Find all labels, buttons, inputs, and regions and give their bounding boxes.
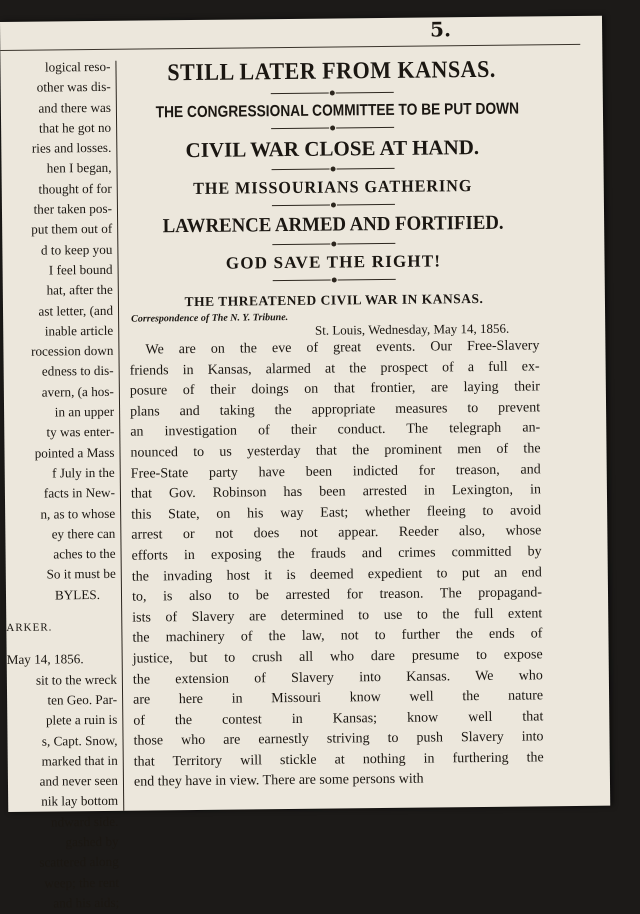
left-column-line: marked that in — [41, 752, 118, 769]
left-column-line: that he got no — [38, 119, 112, 136]
left-column-line: scattered along — [39, 854, 119, 870]
article-body-line: posure of their doings on that frontier, are laying their — [129, 379, 540, 399]
left-column-line: inable article — [44, 322, 114, 339]
top-rule — [0, 44, 580, 51]
left-column-line: and never seen — [39, 772, 119, 789]
article-body-line: ists of Slavery are determined to use to the full extent — [132, 606, 543, 626]
article-body-line: that Gov. Robinson has been arrested in Lexington, in — [130, 482, 542, 502]
left-column-line: facts in New- — [43, 485, 116, 501]
left-column-line: n, as to whose — [40, 505, 116, 522]
correspondence-line: Correspondence of The N. Y. Tribune. — [131, 311, 289, 325]
left-column-line: ast letter, (and — [38, 302, 114, 319]
article-body-line: friends in Kansas, alarmed at the prospect of a full ex- — [129, 358, 540, 379]
left-column-line: in an upper — [54, 403, 115, 420]
left-column-line: I feel bound — [48, 261, 113, 278]
left-column-line: plete a ruin is — [45, 712, 118, 728]
left-column-line: ey there can — [51, 525, 116, 542]
left-column-line: pointed a Mass — [34, 444, 115, 461]
article-body-line: the machinery of the law, not to further the ends of — [132, 626, 543, 646]
article-body — [129, 336, 544, 793]
left-column-line: hen I began, — [46, 160, 112, 177]
headline-deck-1: THE CONGRESSIONAL COMMITTEE TO BE PUT DOWN — [155, 100, 520, 122]
left-column-line: f July in the — [52, 464, 115, 481]
left-column-line: hat, after the — [46, 282, 113, 298]
left-column-line: d to keep you — [40, 241, 113, 258]
left-column-line: rocession down — [30, 342, 114, 359]
article-body-line: Free-State party have been indicted for treason, and — [130, 461, 541, 482]
newspaper-page — [0, 16, 610, 911]
left-column-line: logical reso- — [44, 58, 111, 75]
article-body-line: the extension of Slavery into Kansas. We who — [132, 667, 543, 688]
left-column-line: nik lay bottom — [41, 793, 119, 810]
left-column-line: edness to dis- — [41, 363, 114, 380]
article-subhead: THE THREATENED CIVIL WAR IN KANSAS. — [184, 290, 484, 310]
left-column-line: weep; the rent — [44, 874, 120, 891]
left-column-line: and there was — [38, 99, 111, 116]
left-column-line: ten Geo. Par- — [47, 691, 118, 708]
left-column-line: So it must be — [46, 566, 116, 582]
main-article — [126, 56, 544, 793]
left-column-line: aches to the — [53, 545, 116, 562]
article-body-line: end they have in view. There are some persons with — [133, 772, 424, 791]
headline-deck-2: CIVIL WAR CLOSE AT HAND. — [185, 134, 480, 163]
left-column-line: thought of for — [38, 180, 112, 197]
left-column-line: avern, (a hos- — [41, 383, 114, 400]
left-column-line: ARKER. — [6, 621, 53, 634]
left-column — [0, 57, 120, 911]
left-column-line: ther taken pos- — [33, 200, 113, 217]
headline-main: STILL LATER FROM KANSAS. — [167, 56, 496, 87]
article-body-line: We are on the eve of great events. Our Free-Slavery — [145, 338, 540, 358]
article-body-line: the invading host it is deemed expedient to put an end — [131, 564, 542, 585]
dateline: St. Louis, Wednesday, May 14, 1856. — [314, 320, 510, 338]
left-column-line: sit to the wreck — [35, 671, 117, 688]
article-body-line: justice, but to crush all who dare presume to expose — [132, 647, 543, 667]
left-column-line: BYLES. — [54, 586, 101, 603]
article-body-line: plans and taking the appropriate measures to prevent — [130, 400, 541, 420]
left-column-line: other was dis- — [36, 79, 111, 95]
headline-deck-3: THE MISSOURIANS GATHERING — [193, 176, 473, 198]
headline-deck-4: LAWRENCE ARMED AND FORTIFIED. — [162, 211, 504, 238]
article-body-line: efforts in exposing the frauds and crimes committed by — [131, 544, 542, 564]
left-column-line: ries and losses. — [31, 140, 112, 156]
article-body-line: an investigation of their conduct. The telegraph an- — [130, 420, 541, 441]
left-column-line: put them out of — [31, 221, 113, 238]
left-column-line: gashed by — [65, 833, 119, 850]
article-body-line: that Territory will stickle at nothing in furthering the — [133, 750, 544, 770]
left-column-line: May 14, 1856. — [6, 651, 84, 668]
page-number: 5. — [429, 17, 452, 42]
article-body-line: those who are earnestly striving to push Slavery into — [133, 729, 544, 749]
headline-deck-5: GOD SAVE THE RIGHT! — [225, 251, 442, 273]
article-body-line: nounced to us yesterday that the prominent men of the — [130, 441, 541, 461]
left-column-line: ndward side. — [50, 813, 119, 830]
article-body-line: this State, on his way East; whether fleeing to avoid — [131, 503, 542, 523]
left-column-line: s, Capt. Snow, — [41, 732, 118, 749]
article-body-line: arrest or not does not appear. Reeder also, whose — [131, 523, 542, 543]
article-body-line: are here in Missouri know well the nature — [133, 688, 544, 708]
article-body-line: of the contest in Kansas; know well that — [133, 709, 544, 729]
article-body-line: to, is also to be arrested for treason. The propagand- — [131, 585, 543, 605]
headline-rule — [129, 270, 539, 288]
left-column-line: and his aids; — [53, 894, 120, 911]
left-column-line: ty was enter- — [46, 424, 115, 440]
